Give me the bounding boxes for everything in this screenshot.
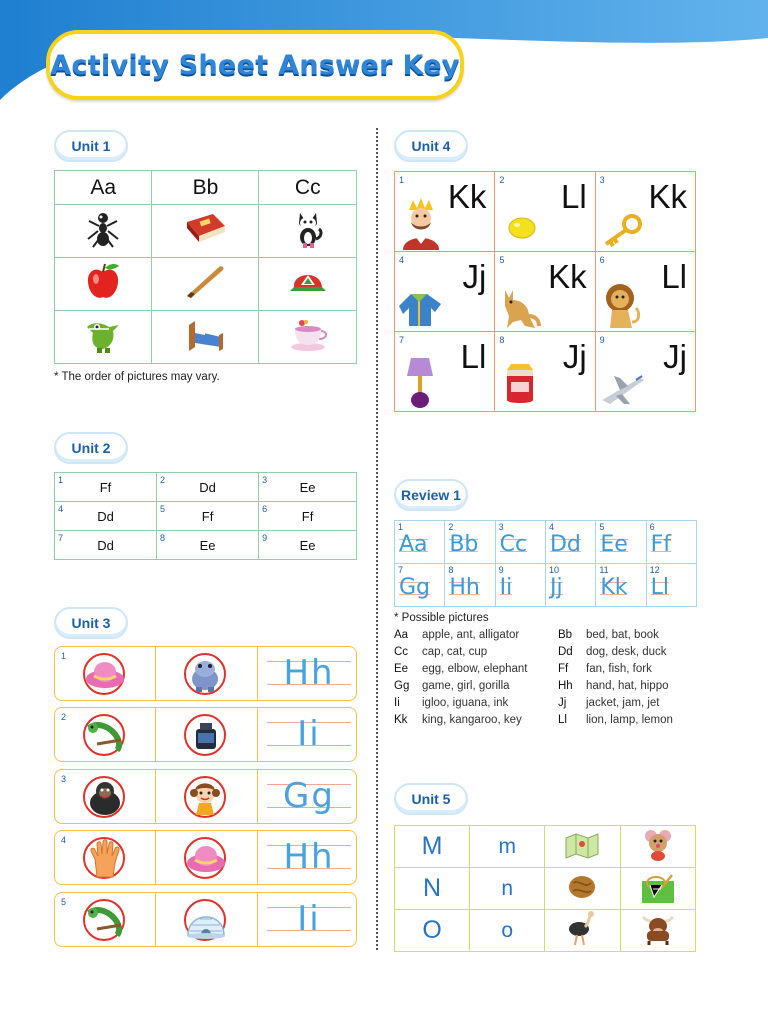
page-title: Activity Sheet Answer Key: [50, 49, 460, 81]
traced-letters: Hh: [267, 651, 351, 697]
unit1-header: Cc: [259, 171, 357, 205]
alligator-picture: [55, 311, 152, 364]
word-list: bed, bat, book: [586, 629, 659, 641]
apple-picture: [55, 258, 152, 311]
review1-cell: 12 Ll: [646, 564, 696, 607]
king-icon: [399, 198, 443, 250]
review1-cell: 1 Aa: [395, 521, 445, 564]
igloo-icon: [186, 905, 226, 939]
letter-key: Ff: [558, 663, 569, 675]
word-list: hand, hat, hippo: [586, 680, 669, 692]
unit1-header: Aa: [55, 171, 152, 205]
ostrich-icon: [567, 911, 597, 947]
hat-icon: [85, 657, 125, 693]
bat-icon: [183, 264, 227, 300]
lowercase-letter: m: [470, 826, 545, 868]
lowercase-letter: n: [470, 868, 545, 910]
review1-table: [394, 520, 697, 607]
word-list: egg, elbow, elephant: [422, 663, 528, 675]
unit2-label: Unit 2: [54, 432, 128, 464]
apple-icon: [85, 262, 121, 302]
map-icon: [564, 830, 600, 860]
letter-key: Aa: [394, 629, 409, 641]
net-icon: [642, 871, 674, 903]
review1-cell: 4 Dd: [545, 521, 595, 564]
unit2-cell: 1 Ff: [55, 473, 157, 502]
word-list: game, girl, gorilla: [422, 680, 510, 692]
uppercase-letter: M: [395, 826, 470, 868]
cat-picture: [259, 205, 357, 258]
unit3-row: 4 Hh: [54, 830, 357, 885]
gorilla-icon: [86, 779, 124, 817]
word-list: jacket, jam, jet: [586, 697, 660, 709]
key-icon: [602, 214, 642, 248]
unit1-table: [54, 170, 357, 364]
unit4-cell: 5 Kk: [495, 252, 595, 332]
cat-icon: [292, 209, 324, 249]
unit1-note: * The order of pictures may vary.: [54, 371, 220, 383]
lowercase-letter: o: [470, 910, 545, 952]
unit4-label: Unit 4: [394, 130, 468, 162]
iguana-icon: [85, 903, 125, 939]
jet-icon: [600, 370, 646, 406]
unit4-cell: 3 Kk: [595, 172, 695, 252]
review1-cell: 7 Gg: [395, 564, 445, 607]
letter-key: Jj: [558, 697, 567, 709]
mouse-icon: [643, 828, 673, 862]
uppercase-letter: O: [395, 910, 470, 952]
bat-picture: [152, 258, 259, 311]
letter-key: Ii: [394, 697, 400, 709]
unit4-cell: 6 Ll: [595, 252, 695, 332]
possible-pictures-list: [394, 628, 722, 730]
review1-cell: 3 Cc: [495, 521, 545, 564]
cap-picture: [259, 258, 357, 311]
hat-icon: [186, 841, 226, 877]
unit4-cell: 9 Jj: [595, 332, 695, 412]
review1-cell: 9 Ii: [495, 564, 545, 607]
ant-icon: [85, 209, 121, 249]
review1-cell: 5 Ee: [596, 521, 646, 564]
kangaroo-icon: [499, 286, 541, 330]
unit3-row: 5 Ii: [54, 892, 357, 947]
nut-picture: [545, 868, 620, 910]
word-list: dog, desk, duck: [586, 646, 667, 658]
nut-icon: [567, 873, 597, 901]
unit2-cell: 2 Dd: [157, 473, 259, 502]
unit2-cell: 8 Ee: [157, 531, 259, 560]
alligator-icon: [83, 315, 123, 355]
unit4-cell: 4 Jj: [395, 252, 495, 332]
traced-letters: Ii: [267, 897, 351, 943]
book-picture: [152, 205, 259, 258]
hand-icon: [87, 839, 123, 879]
traced-letters: Gg: [267, 774, 351, 820]
review1-cell: 6 Ff: [646, 521, 696, 564]
letter-key: Ll: [558, 714, 567, 726]
bed-icon: [185, 317, 225, 353]
unit1-label: Unit 1: [54, 130, 128, 162]
jacket-icon: [397, 290, 445, 328]
possible-pictures-heading: * Possible pictures: [394, 612, 489, 624]
letter-key: Hh: [558, 680, 573, 692]
unit3-row: 2 Ii: [54, 707, 357, 762]
ant-picture: [55, 205, 152, 258]
unit2-cell: 4 Dd: [55, 502, 157, 531]
word-list: apple, ant, alligator: [422, 629, 520, 641]
map-picture: [545, 826, 620, 868]
word-list: lion, lamp, lemon: [586, 714, 673, 726]
traced-letters: Hh: [267, 835, 351, 881]
girl-icon: [188, 779, 222, 817]
unit5-table: [394, 825, 696, 952]
hippo-icon: [188, 657, 222, 693]
unit2-cell: 5 Ff: [157, 502, 259, 531]
mouse-picture: [620, 826, 695, 868]
unit2-cell: 6 Ff: [259, 502, 357, 531]
ink-icon: [192, 719, 220, 753]
cup-picture: [259, 311, 357, 364]
cap-icon: [288, 265, 328, 299]
bed-picture: [152, 311, 259, 364]
lion-icon: [602, 282, 642, 330]
unit4-cell: 8 Jj: [495, 332, 595, 412]
jam-icon: [503, 362, 537, 406]
unit4-cell: 7 Ll: [395, 332, 495, 412]
review1-label: Review 1: [394, 479, 468, 511]
unit3-row: 1 Hh: [54, 646, 357, 701]
uppercase-letter: N: [395, 868, 470, 910]
review1-cell: 8 Hh: [445, 564, 495, 607]
book-icon: [183, 212, 227, 246]
net-picture: [620, 868, 695, 910]
ostrich-picture: [545, 910, 620, 952]
unit4-table: [394, 171, 696, 412]
lamp-icon: [405, 356, 435, 410]
letter-key: Bb: [558, 629, 573, 641]
ox-icon: [641, 913, 675, 945]
unit2-cell: 7 Dd: [55, 531, 157, 560]
unit1-header: Bb: [152, 171, 259, 205]
review1-cell: 11 Kk: [596, 564, 646, 607]
word-list: cap, cat, cup: [422, 646, 488, 658]
word-list: fan, fish, fork: [586, 663, 652, 675]
review1-cell: 10 Jj: [545, 564, 595, 607]
unit3-row: 3 Gg: [54, 769, 357, 824]
letter-key: Ee: [394, 663, 409, 675]
letter-key: Cc: [394, 646, 409, 658]
review1-cell: 2 Bb: [445, 521, 495, 564]
word-list: king, kangaroo, key: [422, 714, 522, 726]
unit4-cell: 2 Ll: [495, 172, 595, 252]
unit2-table: [54, 472, 357, 560]
iguana-icon: [85, 718, 125, 754]
unit2-cell: 9 Ee: [259, 531, 357, 560]
lemon-icon: [507, 216, 537, 240]
ox-picture: [620, 910, 695, 952]
word-list: igloo, iguana, ink: [422, 697, 509, 709]
cup-icon: [288, 317, 328, 353]
unit4-cell: 1 Kk: [395, 172, 495, 252]
letter-key: Kk: [394, 714, 408, 726]
letter-key: Dd: [558, 646, 573, 658]
traced-letters: Ii: [267, 712, 351, 758]
letter-key: Gg: [394, 680, 410, 692]
unit3-label: Unit 3: [54, 607, 128, 639]
unit5-label: Unit 5: [394, 783, 468, 815]
unit2-cell: 3 Ee: [259, 473, 357, 502]
title-banner: [46, 30, 464, 100]
column-divider: [376, 128, 378, 950]
